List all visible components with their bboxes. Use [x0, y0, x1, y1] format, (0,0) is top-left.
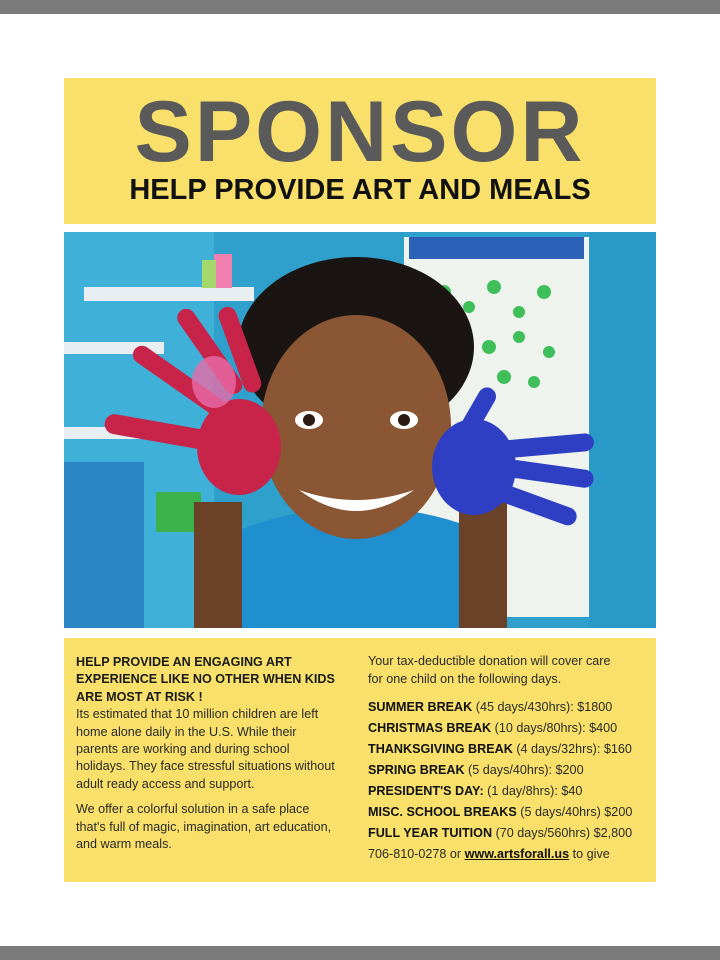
banner-subtitle: HELP PROVIDE ART AND MEALS [129, 174, 591, 206]
contact-line: 706-810-0278 or www.artsforall.us to give [368, 847, 610, 861]
break-row-christmas: CHRISTMAS BREAK (10 days/80hrs): $400 [368, 721, 618, 735]
break-row-misc: MISC. SCHOOL BREAKS (5 days/40hrs) $200 [368, 805, 633, 819]
website-link[interactable]: www.artsforall.us [464, 847, 570, 861]
photo-illustration [64, 232, 656, 628]
appeal-paragraph: Its estimated that 10 million children are left home alone daily in the U.S. While their parents are working and during school holidays. They face stressful situations without adult ready access and support. [76, 707, 335, 791]
left-column [76, 654, 362, 853]
solution-paragraph: We offer a colorful solution in a safe place that's full of magic, imagination, art education, and warm meals. [76, 802, 332, 852]
break-row-presidents-day: PRESIDENT'S DAY: (1 day/8hrs): $40 [368, 784, 583, 798]
phone-number: 706-810-0278 or [368, 847, 465, 861]
sponsor-banner [64, 78, 656, 224]
appeal-heading: HELP PROVIDE AN ENGAGING ART EXPERIENCE LIKE NO OTHER WHEN KIDS ARE MOST AT RISK ! [76, 655, 335, 704]
break-row-summer: SUMMER BREAK (45 days/430hrs): $1800 [368, 700, 613, 714]
break-row-thanksgiving: THANKSGIVING BREAK (4 days/32hrs): $160 [368, 742, 632, 756]
child-painted-hands-photo [64, 232, 656, 628]
donation-intro: Your tax-deductible donation will cover care for one child on the following days. [368, 654, 611, 686]
flyer-page [0, 14, 720, 946]
break-row-spring: SPRING BREAK (5 days/40hrs): $200 [368, 763, 584, 777]
right-column [368, 652, 652, 865]
break-row-full-year: FULL YEAR TUITION (70 days/560hrs) $2,800 [368, 826, 633, 840]
banner-title: SPONSOR [134, 84, 586, 180]
sponsor-info-panel [64, 638, 656, 882]
